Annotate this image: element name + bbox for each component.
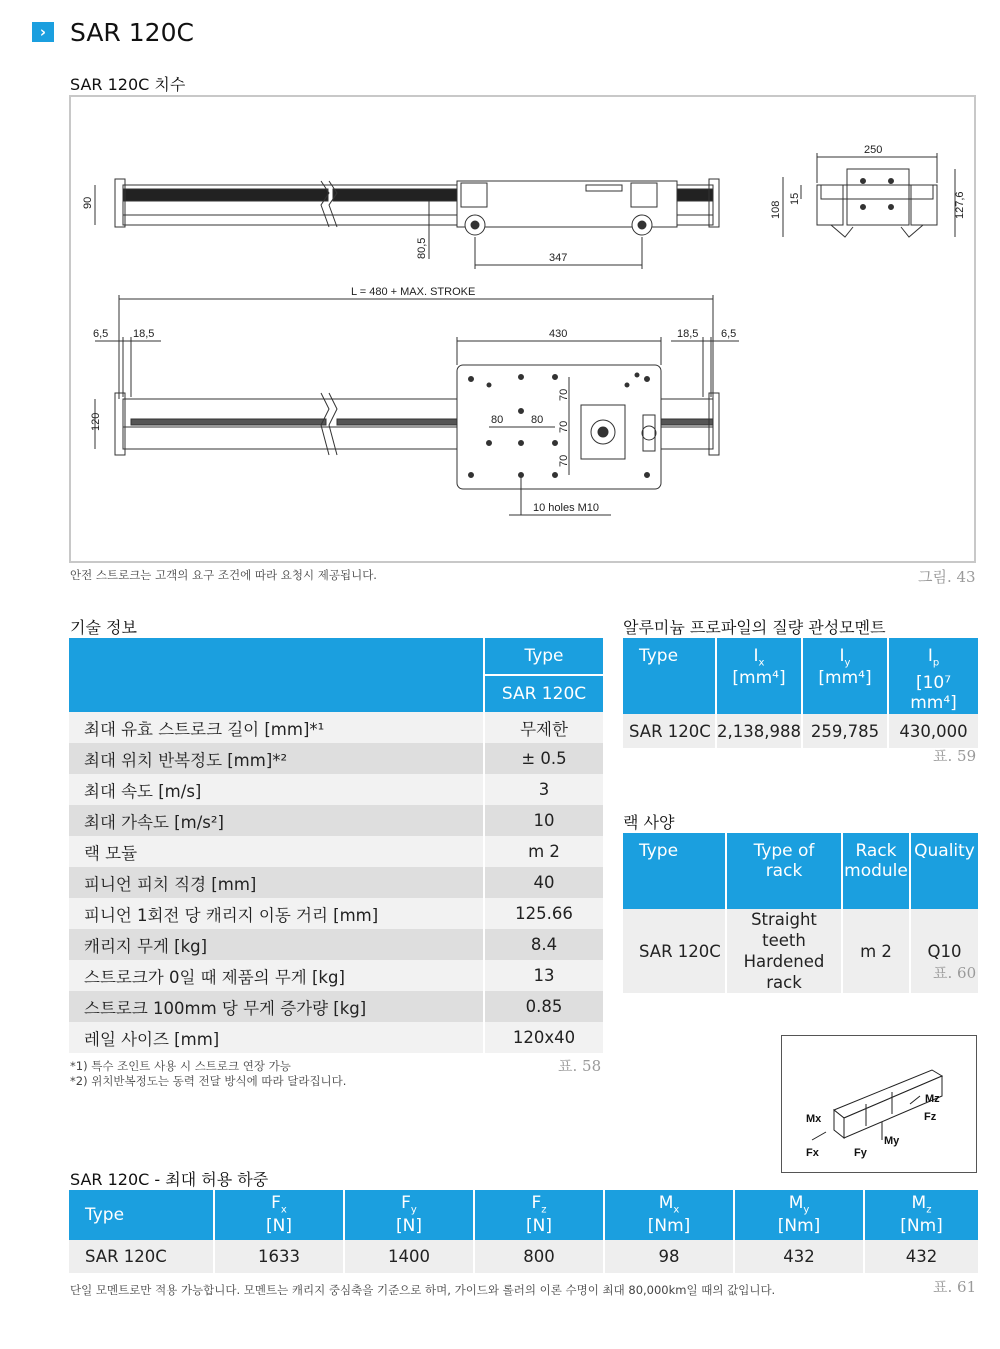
inertia-row-type: SAR 120C (623, 714, 715, 748)
tech-row-value: 8.4 (483, 929, 603, 960)
rack-row-rack-type: Straight teeth Hardened rack (725, 909, 841, 993)
dim-15: 15 (789, 192, 801, 205)
tech-header-type: Type (483, 638, 603, 674)
tech-row-value: 10 (483, 805, 603, 836)
rack-teeth-left (123, 189, 328, 201)
inertia-row-ix: 2,138,988 (715, 714, 801, 748)
rack-row-type: SAR 120C (623, 909, 725, 993)
dim-80-right: 80 (531, 414, 544, 426)
dim-90: 90 (82, 196, 94, 209)
dimension-drawing (69, 95, 976, 563)
tech-header-blank (69, 638, 483, 712)
loads-note: 단일 모멘트로만 적용 가능합니다. 모멘트는 캐리지 중심축을 기준으로 하며, 가이드와 롤러의 이론 수명이 최대 80,000km일 때의 값입니다. (70, 1283, 776, 1297)
dim-70-mid: 70 (558, 420, 570, 433)
tech-ref: 표. 58 (558, 1057, 602, 1075)
dim-18-5-right: 18,5 (677, 328, 699, 340)
label-fx: Fx (806, 1147, 819, 1159)
tech-title: 기술 정보 (70, 618, 137, 637)
inertia-ref: 표. 59 (933, 747, 977, 765)
chevron-right-icon: › (32, 22, 54, 42)
figure-title: SAR 120C 치수 (70, 75, 186, 94)
loads-header-fz: $F_z$ [N] (473, 1190, 603, 1240)
tech-row-label: 스트로크가 0일 때 제품의 무게 [kg] (69, 960, 483, 991)
figure-ref: 그림. 43 (918, 568, 976, 586)
dim-250: 250 (864, 144, 883, 156)
tech-row-value: 무제한 (483, 712, 603, 743)
tech-row-label: 피니언 피치 직경 [mm] (69, 867, 483, 898)
tech-row-value: 120x40 (483, 1022, 603, 1053)
tech-row-label: 최대 위치 반복정도 [mm]*² (69, 743, 483, 774)
tech-row-value: 0.85 (483, 991, 603, 1022)
loads-row-value: 1400 (343, 1240, 473, 1273)
page-title: SAR 120C (70, 18, 194, 47)
loads-ref: 표. 61 (933, 1278, 977, 1296)
loads-row-value: 98 (603, 1240, 733, 1273)
inertia-table (623, 638, 978, 748)
loads-row-type: SAR 120C (69, 1240, 213, 1273)
loads-header-my: $M_y$ [Nm] (733, 1190, 863, 1240)
loads-header-fx: $F_x$ [N] (213, 1190, 343, 1240)
rack-header-quality: Quality (909, 833, 978, 909)
label-fy: Fy (854, 1147, 867, 1159)
rack-title: 랙 사양 (623, 813, 675, 832)
dim-6-5-left: 6,5 (93, 328, 109, 340)
tech-row-value: 125.66 (483, 898, 603, 929)
tech-row-value: 40 (483, 867, 603, 898)
loads-row-value: 1633 (213, 1240, 343, 1273)
dim-108: 108 (770, 200, 782, 219)
dim-430: 430 (549, 328, 568, 340)
rack-row-quality: Q10 (909, 909, 978, 993)
loads-row-value: 800 (473, 1240, 603, 1273)
label-mx: Mx (806, 1113, 822, 1125)
tech-row-value: 13 (483, 960, 603, 991)
inertia-row-ip: 430,000 (887, 714, 978, 748)
label-mz: Mz (925, 1093, 940, 1105)
inertia-row-iy: 259,785 (801, 714, 887, 748)
tech-row-label: 랙 모듈 (69, 836, 483, 867)
label-my: My (884, 1135, 900, 1147)
loads-header-mz: $M_z$ [Nm] (863, 1190, 978, 1240)
tech-row-label: 피니언 1회전 당 캐리지 이동 거리 [mm] (69, 898, 483, 929)
figure-caption: 안전 스트로크는 고객의 요구 조건에 따라 요청시 제공됩니다. (70, 568, 377, 582)
tech-row-value: 3 (483, 774, 603, 805)
dim-6-5-right: 6,5 (721, 328, 737, 340)
tech-row-label: 최대 가속도 [m/s²] (69, 805, 483, 836)
tech-note-1: *1) 특수 조인트 사용 시 스트로크 연장 가능 (70, 1059, 291, 1073)
rack-header-rack-type: Type of rack (725, 833, 841, 909)
dim-127-6: 127,6 (954, 191, 966, 219)
tech-row-label: 스트로크 100mm 당 무게 증가량 [kg] (69, 991, 483, 1022)
loads-header-fy: $F_y$ [N] (343, 1190, 473, 1240)
tech-header-model: SAR 120C (483, 674, 603, 712)
tech-note-2: *2) 위치반복정도는 동력 전달 방식에 따라 달라집니다. (70, 1074, 347, 1088)
label-fz: Fz (924, 1111, 937, 1123)
rack-table (623, 833, 978, 993)
dim-80-left: 80 (491, 414, 504, 426)
rack-ref: 표. 60 (933, 964, 977, 982)
tech-table (69, 638, 603, 1053)
inertia-header-ix: $I_x$ [mm⁴] (715, 638, 801, 714)
loads-title: SAR 120C - 최대 허용 하중 (70, 1170, 269, 1189)
loads-header-type: Type (69, 1190, 213, 1240)
loads-header-mx: $M_x$ [Nm] (603, 1190, 733, 1240)
dim-length: L = 480 + MAX. STROKE (351, 286, 476, 298)
inertia-header-ip: $I_p$ [10⁷ mm⁴] (887, 638, 978, 714)
rack-header-type: Type (623, 833, 725, 909)
loads-row-value: 432 (863, 1240, 978, 1273)
dim-70-bottom: 70 (558, 454, 570, 467)
tech-row-value: ± 0.5 (483, 743, 603, 774)
inertia-header-iy: $I_y$ [mm⁴] (801, 638, 887, 714)
dim-holes: 10 holes M10 (533, 502, 600, 514)
tech-row-label: 최대 속도 [m/s] (69, 774, 483, 805)
dim-18-5-left: 18,5 (133, 328, 155, 340)
inertia-header-type: Type (623, 638, 715, 714)
tech-row-label: 캐리지 무게 [kg] (69, 929, 483, 960)
rack-header-module: Rack module (841, 833, 909, 909)
rack-row-module: m 2 (841, 909, 909, 993)
inertia-title: 알루미늄 프로파일의 질량 관성모멘트 (623, 618, 886, 637)
dim-70-top: 70 (558, 388, 570, 401)
dim-120: 120 (90, 412, 102, 431)
moment-diagram (781, 1035, 977, 1173)
technical-drawing (71, 97, 974, 561)
loads-row-value: 432 (733, 1240, 863, 1273)
tech-row-value: m 2 (483, 836, 603, 867)
tech-row-label: 최대 유효 스트로크 길이 [mm]*¹ (69, 712, 483, 743)
dim-80-5: 80,5 (416, 237, 428, 259)
loads-table (69, 1190, 978, 1273)
dim-347: 347 (549, 252, 568, 264)
tech-row-label: 레일 사이즈 [mm] (69, 1022, 483, 1053)
